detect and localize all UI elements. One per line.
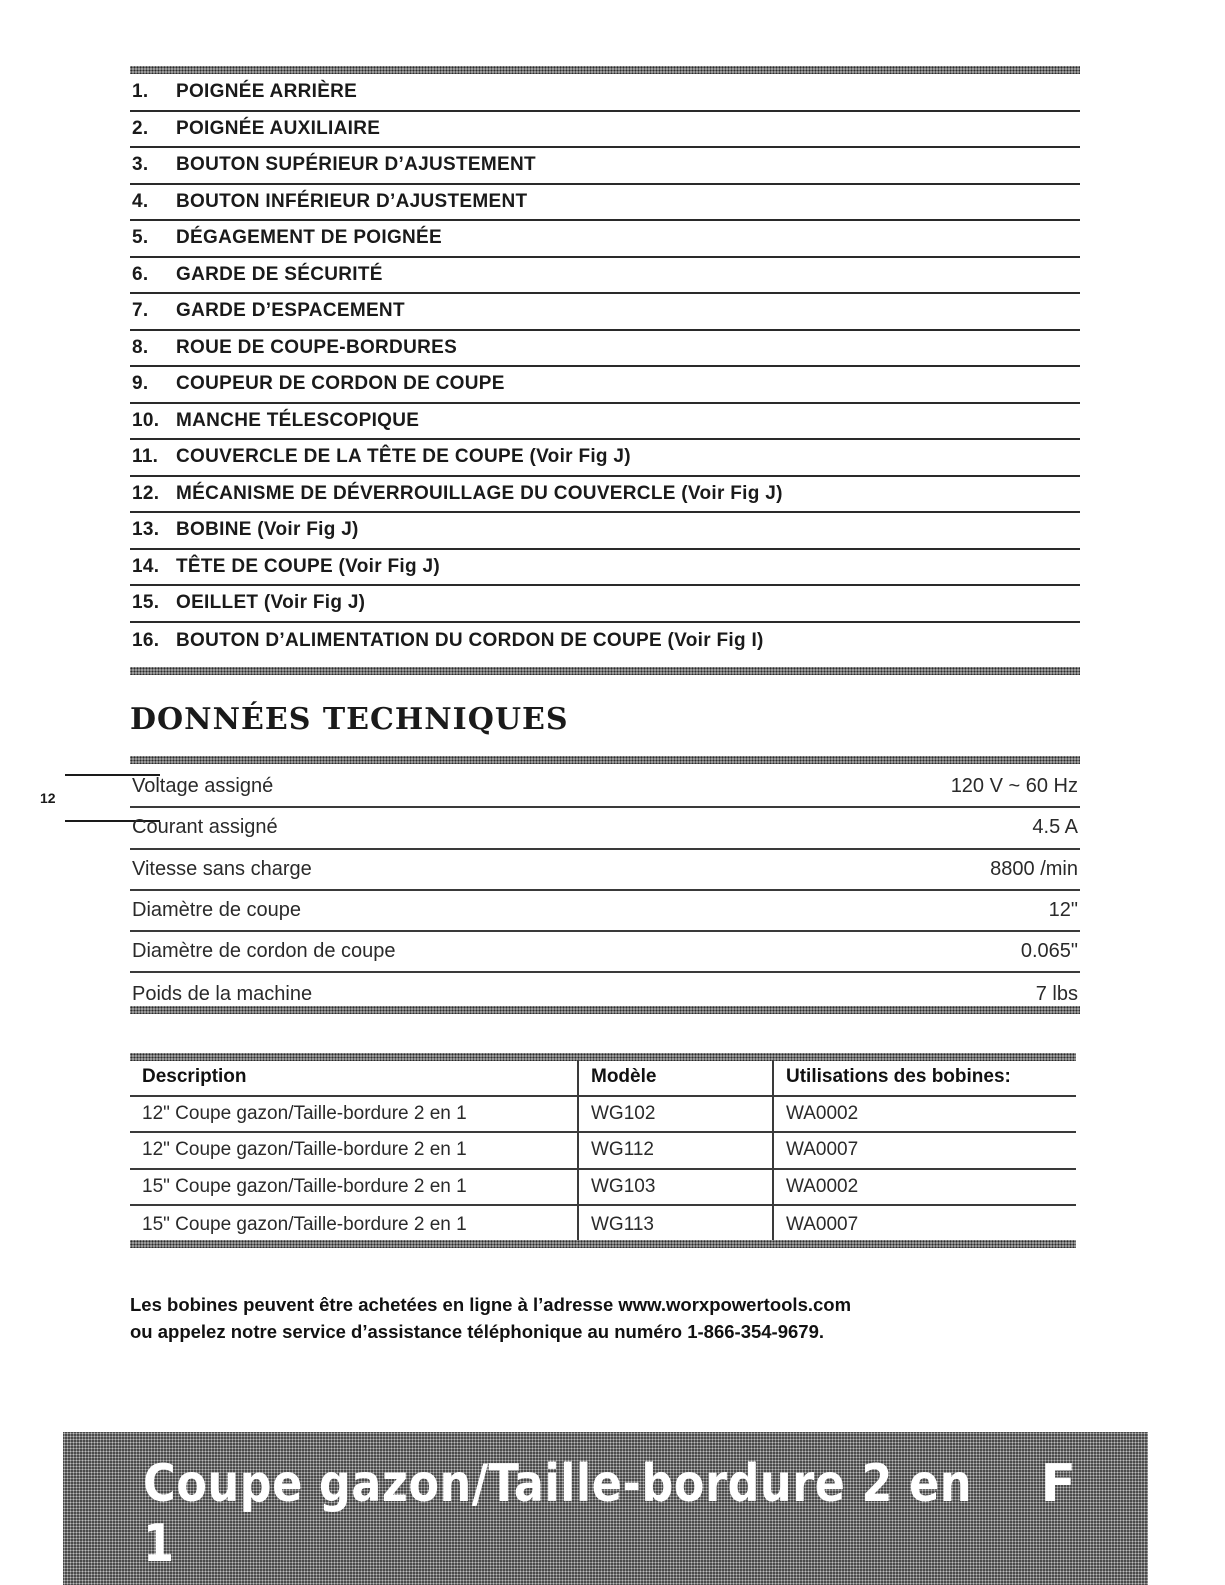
parts-list-item (130, 112, 1080, 149)
spec-row (130, 808, 1080, 849)
part-number: 10. (132, 409, 160, 431)
part-number: 7. (132, 300, 149, 322)
parts-bottom-bar (130, 667, 1080, 675)
part-number: 13. (132, 519, 160, 541)
part-label: POIGNÉE AUXILIAIRE (176, 117, 381, 139)
spec-label: Vitesse sans charge (132, 857, 312, 880)
page-number-marker (40, 790, 120, 806)
spec-label: Diamètre de coupe (132, 899, 301, 922)
purchase-note (130, 1291, 1090, 1345)
part-number: 16. (132, 629, 160, 651)
parts-list-item (130, 185, 1080, 222)
parts-list-item (130, 221, 1080, 258)
part-number: 15. (132, 592, 160, 614)
part-label: POIGNÉE ARRIÈRE (176, 81, 358, 103)
spool-cell: WG113 (577, 1206, 772, 1243)
spec-value: 120 V ~ 60 Hz (950, 775, 1078, 798)
parts-list-item (130, 550, 1080, 587)
parts-list-item (130, 75, 1080, 112)
parts-list-item (130, 148, 1080, 185)
note-line-1: Les bobines peuvent être achetées en ligne à l’adresse www.worxpowertools.com (130, 1294, 852, 1315)
part-number: 1. (132, 81, 149, 103)
part-number: 6. (132, 263, 149, 285)
spool-cell: WG103 (577, 1170, 772, 1205)
part-number: 11. (132, 446, 159, 468)
part-label: ROUE DE COUPE-BORDURES (176, 336, 458, 358)
parts-list-item (130, 477, 1080, 514)
part-label: COUPEUR DE CORDON DE COUPE (176, 373, 505, 395)
spool-cell: WA0007 (772, 1133, 1076, 1168)
part-number: 5. (132, 227, 149, 249)
spool-bottom-bar (130, 1240, 1076, 1248)
spool-table-header (130, 1060, 1076, 1097)
spec-row (130, 932, 1080, 973)
part-number: 12. (132, 482, 160, 504)
spool-cell: 15" Coupe gazon/Taille-bordure 2 en 1 (142, 1176, 467, 1198)
note-line-2: ou appelez notre service d’assistance téléphonique au numéro 1-866-354-9679. (130, 1321, 825, 1342)
parts-list-item (130, 440, 1080, 477)
part-label: BOUTON INFÉRIEUR D’AJUSTEMENT (176, 190, 528, 212)
spool-cell: WA0002 (772, 1170, 1076, 1205)
spool-cell: 15" Coupe gazon/Taille-bordure 2 en 1 (142, 1213, 467, 1235)
spec-value: 12" (1048, 899, 1078, 922)
parts-list-item (130, 513, 1080, 550)
part-number: 9. (132, 373, 149, 395)
specs-bottom-bar (130, 1006, 1080, 1014)
part-label: DÉGAGEMENT DE POIGNÉE (176, 227, 443, 249)
spec-label: Poids de la machine (132, 982, 313, 1005)
spool-cell: WA0007 (772, 1206, 1076, 1243)
part-label: TÊTE DE COUPE (Voir Fig J) (176, 555, 440, 577)
part-label: GARDE DE SÉCURITÉ (176, 263, 383, 285)
part-label: BOUTON D’ALIMENTATION DU CORDON DE COUPE (Voir Fig I) (176, 629, 764, 651)
part-label: MÉCANISME DE DÉVERROUILLAGE DU COUVERCLE (Voir Fig J) (176, 482, 783, 504)
spec-label: Courant assigné (132, 816, 278, 839)
spool-table (130, 1060, 1076, 1243)
spool-table-row (130, 1133, 1076, 1170)
parts-list-item (130, 331, 1080, 368)
spec-row (130, 891, 1080, 932)
spec-value: 8800 /min (990, 857, 1078, 880)
part-label: OEILLET (Voir Fig J) (176, 592, 366, 614)
spec-value: 0.065" (1020, 940, 1078, 963)
part-label: MANCHE TÉLESCOPIQUE (176, 409, 420, 431)
spool-table-row (130, 1206, 1076, 1243)
banner-language: F (1040, 1454, 1076, 1514)
parts-list-item (130, 404, 1080, 441)
specs-table (130, 767, 1080, 1015)
parts-list-item (130, 623, 1080, 660)
spool-cell: WA0002 (772, 1097, 1076, 1132)
spool-header-cell: Utilisations des bobines: (772, 1060, 1076, 1095)
parts-list-item (130, 258, 1080, 295)
spool-cell: 12" Coupe gazon/Taille-bordure 2 en 1 (142, 1102, 467, 1124)
spec-row (130, 767, 1080, 808)
parts-list (130, 75, 1080, 659)
spec-row (130, 850, 1080, 891)
banner-title: Coupe gazon/Taille-bordure 2 en 1 (143, 1454, 972, 1574)
spool-table-row (130, 1170, 1076, 1207)
spool-header-cell: Modèle (577, 1060, 772, 1095)
parts-list-item (130, 586, 1080, 623)
part-label: COUVERCLE DE LA TÊTE DE COUPE (Voir Fig J) (176, 446, 631, 468)
page-number: 12 (40, 790, 56, 806)
part-number: 3. (132, 154, 149, 176)
part-label: BOUTON SUPÉRIEUR D’AJUSTEMENT (176, 154, 536, 176)
part-number: 8. (132, 336, 149, 358)
spool-header-cell: Description (142, 1066, 247, 1088)
part-number: 14. (132, 555, 160, 577)
part-label: GARDE D’ESPACEMENT (176, 300, 405, 322)
spec-value: 4.5 A (1032, 816, 1078, 839)
parts-top-bar (130, 66, 1080, 74)
spool-cell: 12" Coupe gazon/Taille-bordure 2 en 1 (142, 1139, 467, 1161)
spool-cell: WG112 (577, 1133, 772, 1168)
spec-label: Voltage assigné (132, 775, 274, 798)
section-title: DONNÉES TECHNIQUES (130, 702, 569, 737)
spool-cell: WG102 (577, 1097, 772, 1132)
footer-banner (63, 1432, 1148, 1585)
part-label: BOBINE (Voir Fig J) (176, 519, 359, 541)
specs-top-bar (130, 756, 1080, 764)
parts-list-item (130, 367, 1080, 404)
spool-table-row (130, 1097, 1076, 1134)
part-number: 4. (132, 190, 149, 212)
part-number: 2. (132, 117, 149, 139)
spec-label: Diamètre de cordon de coupe (132, 940, 396, 963)
parts-list-item (130, 294, 1080, 331)
spec-value: 7 lbs (1035, 982, 1078, 1005)
